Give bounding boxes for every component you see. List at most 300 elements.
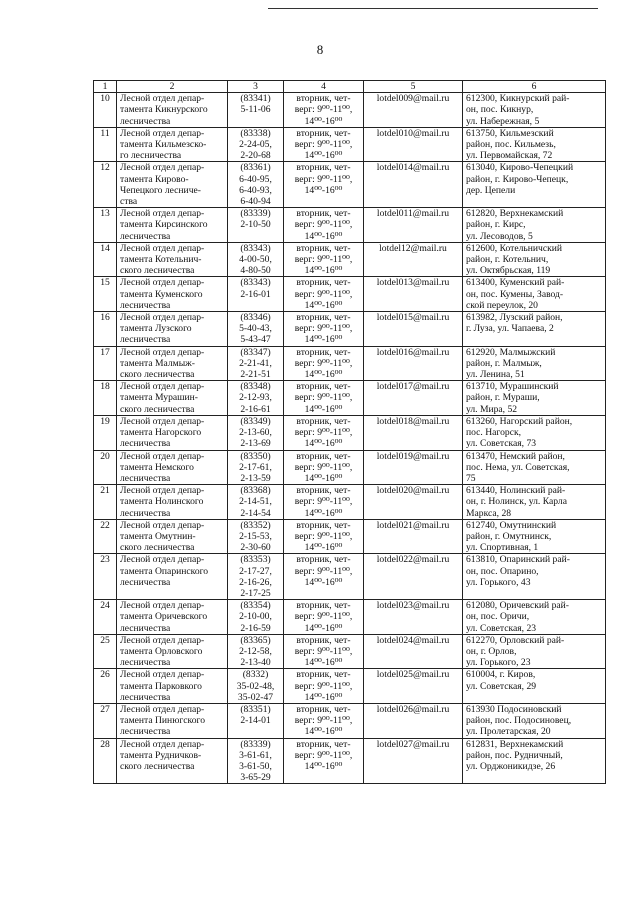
table-row [94, 127, 606, 162]
phone-line: (83347) [240, 346, 271, 358]
department-name-line: лесничества [120, 622, 171, 634]
postal-address [463, 669, 606, 704]
row-number: 20 [94, 450, 117, 485]
hours-line: верг: 9⁰⁰-11⁰⁰, [294, 104, 353, 116]
hours-line: 14⁰⁰-16⁰⁰ [304, 472, 343, 484]
hours-line: верг: 9⁰⁰-11⁰⁰, [294, 611, 353, 623]
phone-line: 2-30-60 [240, 542, 271, 554]
phone-line: 5-40-43, [239, 323, 272, 335]
department-name-line: тамента Немского [120, 461, 194, 473]
address-line: ул. Мира, 52 [466, 403, 518, 415]
department-name-line: лесничества [120, 115, 171, 127]
phone-numbers [228, 127, 284, 162]
hours-line: верг: 9⁰⁰-11⁰⁰, [294, 461, 353, 473]
hours-line: верг: 9⁰⁰-11⁰⁰, [294, 565, 353, 577]
reception-hours [284, 554, 364, 600]
hours-line: вторник, чет- [296, 312, 351, 324]
department-name [117, 415, 228, 450]
department-name-line: тамента Рудничков- [120, 749, 202, 761]
hours-line: вторник, чет- [296, 127, 351, 139]
phone-line: 2-10-00, [239, 611, 272, 623]
phone-line: 2-20-68 [240, 150, 271, 162]
phone-line: (83343) [240, 242, 271, 254]
reception-hours [284, 277, 364, 312]
row-number: 19 [94, 415, 117, 450]
phone-numbers [228, 346, 284, 381]
postal-address [463, 381, 606, 416]
department-name [117, 381, 228, 416]
address-line: он, пос. Кумены, Завод- [466, 288, 564, 300]
reception-hours [284, 93, 364, 128]
row-number: 16 [94, 312, 117, 347]
reception-hours [284, 127, 364, 162]
department-name-line: ского лесничества [120, 369, 195, 381]
department-name-line: лесничества [120, 230, 171, 242]
email-address: lotdel020@mail.ru [364, 485, 463, 520]
phone-line: 2-14-54 [240, 507, 271, 519]
address-line: ул. Горького, 43 [466, 576, 531, 588]
address-line: ул. Горького, 23 [466, 657, 531, 669]
row-number: 27 [94, 703, 117, 738]
department-name [117, 450, 228, 485]
hours-line: 14⁰⁰-16⁰⁰ [304, 622, 343, 634]
table-body [94, 93, 606, 784]
col-header-2: 2 [117, 81, 228, 93]
address-line: 613400, Куменский рай- [466, 277, 565, 289]
department-name-line: тамента Пинюгского [120, 715, 206, 727]
postal-address [463, 277, 606, 312]
phone-line: 6-40-95, [239, 173, 272, 185]
postal-address [463, 93, 606, 128]
department-name-line: тамента Кикнурского [120, 104, 208, 116]
phone-line: (83348) [240, 381, 271, 393]
postal-address [463, 600, 606, 635]
hours-line: 14⁰⁰-16⁰⁰ [304, 726, 343, 738]
phone-line: 2-13-40 [240, 657, 271, 669]
department-name [117, 485, 228, 520]
row-number: 11 [94, 127, 117, 162]
department-name-line: тамента Нолинского [120, 496, 204, 508]
department-name-line: Лесной отдел депар- [120, 738, 205, 750]
address-line: пос. Нема, ул. Советская, [466, 461, 570, 473]
email-address: lotdel019@mail.ru [364, 450, 463, 485]
postal-address [463, 312, 606, 347]
department-name [117, 312, 228, 347]
table-row [94, 600, 606, 635]
department-name-line: лесничества [120, 726, 171, 738]
address-line: район, г. Кирово-Чепецк, [466, 173, 569, 185]
address-line: 613040, Кирово-Чепецкий [466, 162, 574, 174]
phone-line: (83339) [240, 208, 271, 220]
table-row [94, 485, 606, 520]
phone-line: (83352) [240, 519, 271, 531]
address-line: 610004, г. Киров, [466, 669, 536, 681]
table-row [94, 93, 606, 128]
hours-line: верг: 9⁰⁰-11⁰⁰, [294, 219, 353, 231]
hours-line: верг: 9⁰⁰-11⁰⁰, [294, 288, 353, 300]
postal-address [463, 738, 606, 784]
department-name [117, 162, 228, 208]
postal-address [463, 519, 606, 554]
email-address: lotdel024@mail.ru [364, 634, 463, 669]
address-line: 613930 Подосиновский [466, 703, 562, 715]
hours-line: 14⁰⁰-16⁰⁰ [304, 438, 343, 450]
department-name-line: Лесной отдел депар- [120, 208, 205, 220]
hours-line: вторник, чет- [296, 346, 351, 358]
department-name-line: Лесной отдел депар- [120, 242, 205, 254]
hours-line: верг: 9⁰⁰-11⁰⁰, [294, 323, 353, 335]
address-line: он, пос. Оричи, [466, 611, 530, 623]
hours-line: 14⁰⁰-16⁰⁰ [304, 403, 343, 415]
table-row [94, 242, 606, 277]
hours-line: вторник, чет- [296, 703, 351, 715]
table-row [94, 312, 606, 347]
phone-line: (83339) [240, 738, 271, 750]
col-header-5: 5 [364, 81, 463, 93]
hours-line: вторник, чет- [296, 415, 351, 427]
table-row [94, 162, 606, 208]
reception-hours [284, 208, 364, 243]
department-name-line: тамента Парковкого [120, 680, 202, 692]
phone-line: (8332) [242, 669, 269, 681]
department-name-line: Лесной отдел депар- [120, 415, 205, 427]
department-name-line: лесничества [120, 657, 171, 669]
department-name-line: Лесной отдел депар- [120, 127, 205, 139]
address-line: 612270, Орловский рай- [466, 634, 565, 646]
postal-address [463, 242, 606, 277]
phone-line: 2-21-51 [240, 369, 271, 381]
department-name-line: Лесной отдел депар- [120, 485, 205, 497]
hours-line: вторник, чет- [296, 519, 351, 531]
phone-line: 2-13-60, [239, 427, 272, 439]
department-name [117, 554, 228, 600]
phone-line: 2-16-26, [239, 576, 272, 588]
department-name [117, 634, 228, 669]
phone-line: (83346) [240, 312, 271, 324]
department-name-line: ского лесничества [120, 542, 195, 554]
hours-line: верг: 9⁰⁰-11⁰⁰, [294, 680, 353, 692]
phone-line: 2-15-53, [239, 530, 272, 542]
address-line: 613810, Опаринский рай- [466, 554, 570, 566]
phone-numbers [228, 519, 284, 554]
address-line: ул. Советская, 73 [466, 438, 537, 450]
phone-line: 2-12-58, [239, 645, 272, 657]
hours-line: верг: 9⁰⁰-11⁰⁰, [294, 357, 353, 369]
reception-hours [284, 346, 364, 381]
department-name [117, 242, 228, 277]
department-name-line: Чепецкого лесниче- [120, 184, 201, 196]
department-name-line: Лесной отдел депар- [120, 346, 205, 358]
phone-line: (83368) [240, 485, 271, 497]
table-row [94, 634, 606, 669]
phone-numbers [228, 277, 284, 312]
department-name-line: тамента Омутнин- [120, 530, 196, 542]
phone-numbers [228, 600, 284, 635]
hours-line: 14⁰⁰-16⁰⁰ [304, 299, 343, 311]
address-line: 75 [466, 472, 476, 484]
department-name-line: Лесной отдел депар- [120, 450, 205, 462]
address-line: он, пос. Кикнур, [466, 104, 534, 116]
phone-line: 2-16-01 [240, 288, 271, 300]
row-number: 17 [94, 346, 117, 381]
address-line: ул. Спортивная, 1 [466, 542, 539, 554]
hours-line: 14⁰⁰-16⁰⁰ [304, 507, 343, 519]
phone-numbers [228, 162, 284, 208]
phone-numbers [228, 703, 284, 738]
email-address: lotdel017@mail.ru [364, 381, 463, 416]
address-line: ул. Октябрьская, 119 [466, 265, 551, 277]
department-name-line: лесничества [120, 576, 171, 588]
email-address: lotdel011@mail.ru [364, 208, 463, 243]
reception-hours [284, 415, 364, 450]
department-name-line: Лесной отдел депар- [120, 554, 205, 566]
phone-line: 3-61-61, [239, 749, 272, 761]
department-name-line: Лесной отдел депар- [120, 600, 205, 612]
department-name-line: Лесной отдел депар- [120, 703, 205, 715]
hours-line: вторник, чет- [296, 450, 351, 462]
department-name-line: ства [120, 196, 138, 208]
phone-line: (83343) [240, 277, 271, 289]
hours-line: вторник, чет- [296, 242, 351, 254]
address-line: ул. Пролетарская, 20 [466, 726, 551, 738]
department-name [117, 600, 228, 635]
hours-line: вторник, чет- [296, 277, 351, 289]
phone-line: 5-43-47 [240, 334, 271, 346]
address-line: ул. Орджоникидзе, 26 [466, 760, 556, 772]
address-line: 612831, Верхнекамский [466, 738, 564, 750]
hours-line: верг: 9⁰⁰-11⁰⁰, [294, 173, 353, 185]
address-line: 613710, Мурашинский [466, 381, 559, 393]
table-row [94, 703, 606, 738]
phone-line: 2-13-69 [240, 438, 271, 450]
address-line: он, г. Нолинск, ул. Карла [466, 496, 567, 508]
hours-line: вторник, чет- [296, 208, 351, 220]
department-name-line: лесничества [120, 472, 171, 484]
table-row [94, 415, 606, 450]
row-number: 26 [94, 669, 117, 704]
header-row [94, 81, 606, 93]
address-line: район, г. Кирс, [466, 219, 526, 231]
row-number: 13 [94, 208, 117, 243]
row-number: 14 [94, 242, 117, 277]
address-line: район, г. Омутнинск, [466, 530, 552, 542]
email-address: lotdel016@mail.ru [364, 346, 463, 381]
address-line: 612600, Котельничский [466, 242, 563, 254]
address-line: 613750, Кильмезский [466, 127, 554, 139]
phone-numbers [228, 554, 284, 600]
address-line: 613440, Нолинский рай- [466, 485, 566, 497]
hours-line: вторник, чет- [296, 600, 351, 612]
phone-line: (83353) [240, 554, 271, 566]
postal-address [463, 346, 606, 381]
department-name-line: тамента Мурашин- [120, 392, 198, 404]
row-number: 22 [94, 519, 117, 554]
reception-hours [284, 242, 364, 277]
table-row [94, 450, 606, 485]
department-name-line: лесничества [120, 299, 171, 311]
hours-line: вторник, чет- [296, 162, 351, 174]
phone-numbers [228, 450, 284, 485]
email-address: lotdel027@mail.ru [364, 738, 463, 784]
department-name-line: Лесной отдел депар- [120, 312, 205, 324]
phone-numbers [228, 634, 284, 669]
phone-numbers [228, 738, 284, 784]
hours-line: верг: 9⁰⁰-11⁰⁰, [294, 392, 353, 404]
email-address: lotdel018@mail.ru [364, 415, 463, 450]
hours-line: вторник, чет- [296, 93, 351, 105]
phone-line: (83349) [240, 415, 271, 427]
address-line: ул. Лесоводов, 5 [466, 230, 533, 242]
row-number: 21 [94, 485, 117, 520]
phone-line: 5-11-06 [240, 104, 271, 116]
phone-numbers [228, 415, 284, 450]
email-address: lotdel12@mail.ru [364, 242, 463, 277]
phone-line: (83354) [240, 600, 271, 612]
forestry-contacts-table [93, 80, 606, 784]
address-line: дер. Цепели [466, 184, 516, 196]
department-name-line: лесничества [120, 507, 171, 519]
department-name [117, 277, 228, 312]
col-header-6: 6 [463, 81, 606, 93]
department-name-line: тамента Малмыж- [120, 357, 195, 369]
postal-address [463, 485, 606, 520]
department-name [117, 703, 228, 738]
hours-line: верг: 9⁰⁰-11⁰⁰, [294, 496, 353, 508]
department-name [117, 346, 228, 381]
email-address: lotdel013@mail.ru [364, 277, 463, 312]
phone-numbers [228, 312, 284, 347]
address-line: 612920, Малмыжский [466, 346, 556, 358]
phone-line: (83351) [240, 703, 271, 715]
address-line: 613470, Немский район, [466, 450, 565, 462]
hours-line: 14⁰⁰-16⁰⁰ [304, 760, 343, 772]
hours-line: вторник, чет- [296, 669, 351, 681]
department-name [117, 738, 228, 784]
phone-line: (83350) [240, 450, 271, 462]
row-number: 10 [94, 93, 117, 128]
reception-hours [284, 312, 364, 347]
address-line: он, г. Орлов, [466, 645, 517, 657]
department-name-line: Лесной отдел депар- [120, 519, 205, 531]
department-name-line: лесничества [120, 438, 171, 450]
col-header-3: 3 [228, 81, 284, 93]
phone-line: (83341) [240, 93, 271, 105]
phone-line: 2-16-59 [240, 622, 271, 634]
address-line: район, г. Малмыж, [466, 357, 542, 369]
address-line: 612740, Омутнинский [466, 519, 557, 531]
phone-numbers [228, 381, 284, 416]
address-line: ул. Советская, 29 [466, 680, 537, 692]
reception-hours [284, 519, 364, 554]
hours-line: 14⁰⁰-16⁰⁰ [304, 369, 343, 381]
hours-line: 14⁰⁰-16⁰⁰ [304, 184, 343, 196]
phone-line: 6-40-94 [240, 196, 271, 208]
address-line: район, г. Котельнич, [466, 254, 549, 266]
hours-line: вторник, чет- [296, 738, 351, 750]
department-name-line: тамента Кирово- [120, 173, 189, 185]
col-header-1: 1 [94, 81, 117, 93]
table-row [94, 346, 606, 381]
reception-hours [284, 738, 364, 784]
phone-line: 2-14-01 [240, 715, 271, 727]
reception-hours [284, 600, 364, 635]
postal-address [463, 162, 606, 208]
hours-line: вторник, чет- [296, 485, 351, 497]
reception-hours [284, 634, 364, 669]
email-address: lotdel014@mail.ru [364, 162, 463, 208]
phone-numbers [228, 93, 284, 128]
postal-address [463, 703, 606, 738]
address-line: район, пос. Рудничный, [466, 749, 563, 761]
department-name-line: Лесной отдел депар- [120, 277, 205, 289]
phone-line: 2-17-27, [239, 565, 272, 577]
department-name-line: ского лесничества [120, 760, 195, 772]
postal-address [463, 415, 606, 450]
page-number: 8 [316, 42, 324, 57]
hours-line: верг: 9⁰⁰-11⁰⁰, [294, 139, 353, 151]
address-line: ской переулок, 20 [466, 299, 538, 311]
department-name-line: тамента Оричевского [120, 611, 208, 623]
address-line: ул. Первомайская, 72 [466, 150, 553, 162]
department-name-line: тамента Кирсинского [120, 219, 208, 231]
phone-line: 4-80-50 [240, 265, 271, 277]
email-address: lotdel023@mail.ru [364, 600, 463, 635]
address-line: 613982, Лузский район, [466, 312, 563, 324]
row-number: 15 [94, 277, 117, 312]
hours-line: 14⁰⁰-16⁰⁰ [304, 576, 343, 588]
col-header-4: 4 [284, 81, 364, 93]
address-line: 612820, Верхнекамский [466, 208, 564, 220]
top-rule [268, 8, 598, 9]
phone-numbers [228, 485, 284, 520]
phone-line: 2-17-25 [240, 587, 271, 599]
table-row [94, 669, 606, 704]
hours-line: 14⁰⁰-16⁰⁰ [304, 150, 343, 162]
table-row [94, 554, 606, 600]
reception-hours [284, 669, 364, 704]
email-address: lotdel021@mail.ru [364, 519, 463, 554]
hours-line: 14⁰⁰-16⁰⁰ [304, 334, 343, 346]
department-name [117, 519, 228, 554]
hours-line: верг: 9⁰⁰-11⁰⁰, [294, 645, 353, 657]
address-line: 612300, Кикнурский рай- [466, 93, 570, 105]
phone-numbers [228, 669, 284, 704]
postal-address [463, 208, 606, 243]
hours-line: верг: 9⁰⁰-11⁰⁰, [294, 254, 353, 266]
email-address: lotdel015@mail.ru [364, 312, 463, 347]
department-name-line: ского лесничества [120, 403, 195, 415]
table-row [94, 277, 606, 312]
email-address: lotdel025@mail.ru [364, 669, 463, 704]
row-number: 12 [94, 162, 117, 208]
postal-address [463, 127, 606, 162]
address-line: ул. Ленина, 51 [466, 369, 525, 381]
email-address: lotdel010@mail.ru [364, 127, 463, 162]
reception-hours [284, 381, 364, 416]
department-name-line: тамента Опаринского [120, 565, 209, 577]
hours-line: 14⁰⁰-16⁰⁰ [304, 691, 343, 703]
reception-hours [284, 485, 364, 520]
department-name-line: лесничества [120, 691, 171, 703]
hours-line: 14⁰⁰-16⁰⁰ [304, 265, 343, 277]
hours-line: верг: 9⁰⁰-11⁰⁰, [294, 530, 353, 542]
row-number: 24 [94, 600, 117, 635]
department-name-line: тамента Куменского [120, 288, 203, 300]
department-name-line: тамента Кильмезско- [120, 139, 207, 151]
department-name-line: тамента Орловского [120, 645, 203, 657]
address-line: 613260, Нагорский район, [466, 415, 573, 427]
reception-hours [284, 162, 364, 208]
